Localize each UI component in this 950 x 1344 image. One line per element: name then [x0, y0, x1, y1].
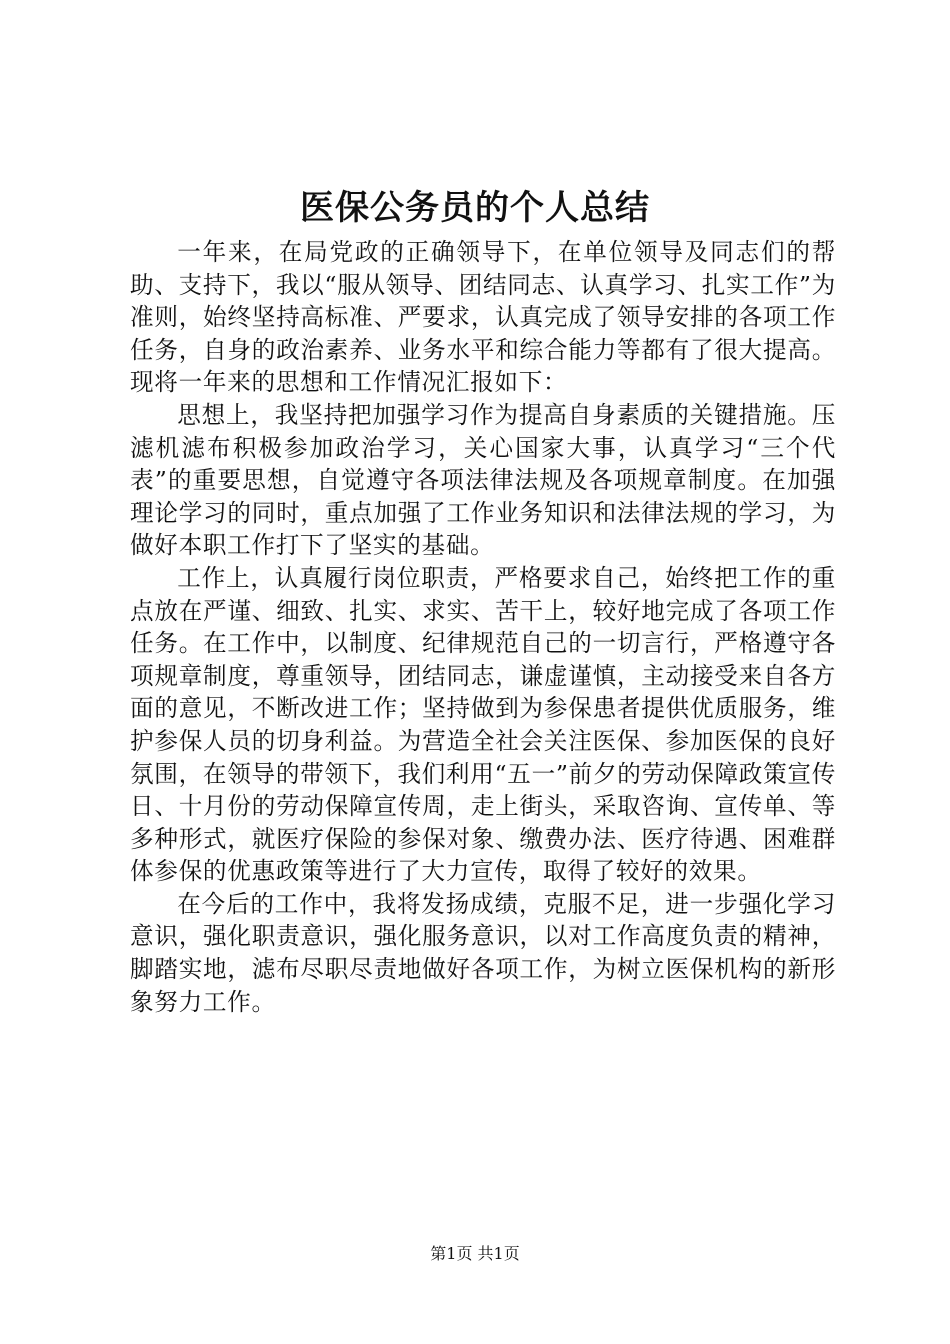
paragraph-future: 在今后的工作中，我将发扬成绩，克服不足，进一步强化学习意识，强化职责意识，强化服务意识，以对工作高度负责的精神，脚踏实地，滤布尽职尽责地做好各项工作，为树立医保机构的新形象努力工作。 [130, 889, 836, 1016]
document-title: 医保公务员的个人总结 [300, 188, 650, 228]
document-body [130, 236, 836, 1018]
paragraph-work: 工作上，认真履行岗位职责，严格要求自己，始终把工作的重点放在严谨、细致、扎实、求实、苦干上，较好地完成了各项工作任务。在工作中，以制度、纪律规范自己的一切言行，严格遵守各项规章制度，尊重领导，团结同志，谦虚谨慎，主动接受来自各方面的意见，不断改进工作；坚持做到为参保患者提供优质服务，维护参保人员的切身利益。为营造全社会关注医保、参加医保的良好氛围，在领导的带领下，我们利用“五一”前夕的劳动保障政策宣传日、十月份的劳动保障宣传周，走上街头，采取咨询、宣传单、等多种形式，就医疗保险的参保对象、缴费办法、医疗待遇、困难群体参保的优惠政策等进行了大力宣传，取得了较好的效果。 [130, 563, 836, 886]
paragraph-intro: 一年来，在局党政的正确领导下，在单位领导及同志们的帮助、支持下，我以“服从领导、团结同志、认真学习、扎实工作”为准则，始终坚持高标准、严要求，认真完成了领导安排的各项工作任务，自身的政治素养、业务水平和综合能力等都有了很大提高。现将一年来的思想和工作情况汇报如下： [130, 238, 836, 397]
paragraph-thought: 思想上，我坚持把加强学习作为提高自身素质的关键措施。压滤机滤布积极参加政治学习，关心国家大事，认真学习“三个代表”的重要思想，自觉遵守各项法律法规及各项规章制度。在加强理论学习的同时，重点加强了工作业务知识和法律法规的学习，为做好本职工作打下了坚实的基础。 [130, 400, 836, 560]
page-number: 第1页 共1页 [430, 1244, 520, 1263]
